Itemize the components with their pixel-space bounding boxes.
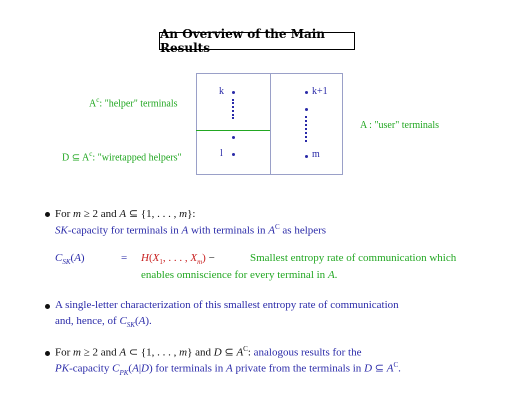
eq-description-line-1: Smallest entropy rate of communication which [250,252,457,264]
slide-title: An Overview of the Main Results [159,32,355,50]
terminal-mid-dot [232,136,235,139]
terminal-k-label: k [219,86,224,97]
terminal-user-dot [305,108,308,111]
bullet-2-line-2: and, hence, of $C_{SK}(A)$. [55,315,152,330]
bullet-1-line-2: SK-capacity for terminals in A with terminals in $A^C$ as helpers [55,223,327,237]
eq-rhs-entropy: $H(X_1$, . . . , $X_m$) − [141,252,215,267]
bullet-3-line-1: For m ≥ 2 and A ⊂ {1, . . . , m} and D ⊆ $A^C$: analogous results for the [55,345,362,359]
bullet-2-line-1: A single-letter characterization of this smallest entropy rate of communication [55,299,399,311]
user-ellipsis [305,116,309,142]
bullet-3 [45,351,50,356]
bullet-1-line-1: For m ≥ 2 and A ⊆ {1, . . . , m}: [55,208,196,220]
helper-ellipsis [232,99,236,119]
terminal-l-label: l [220,148,223,159]
terminal-k1-label: k+1 [312,86,328,97]
terminal-m-label: m [312,149,320,160]
eq-lhs: $C_{SK}(A)$ [55,252,85,267]
terminal-l-dot [232,153,235,156]
bullet-1 [45,212,50,217]
bullet-3-line-2: PK-capacity $C_{PK}(A|D)$ for terminals in A private from the terminals in D ⊆ $A^C$. [55,361,401,377]
terminal-k1-dot [305,91,308,94]
eq-equals: = [121,252,128,264]
terminal-k-dot [232,91,235,94]
eq-description-line-2: enables omniscience for every terminal in A. [141,269,338,281]
terminal-m-dot [305,155,308,158]
user-terminals-label: A : "user" terminals [360,120,439,131]
wiretapped-helpers-label: D ⊆ $A^c$: "wiretapped helpers" [62,150,182,164]
helper-box [196,73,271,175]
wiretap-divider [196,130,271,131]
helper-terminals-label: $A^c$: "helper" terminals [89,96,178,110]
bullet-2 [45,304,50,309]
